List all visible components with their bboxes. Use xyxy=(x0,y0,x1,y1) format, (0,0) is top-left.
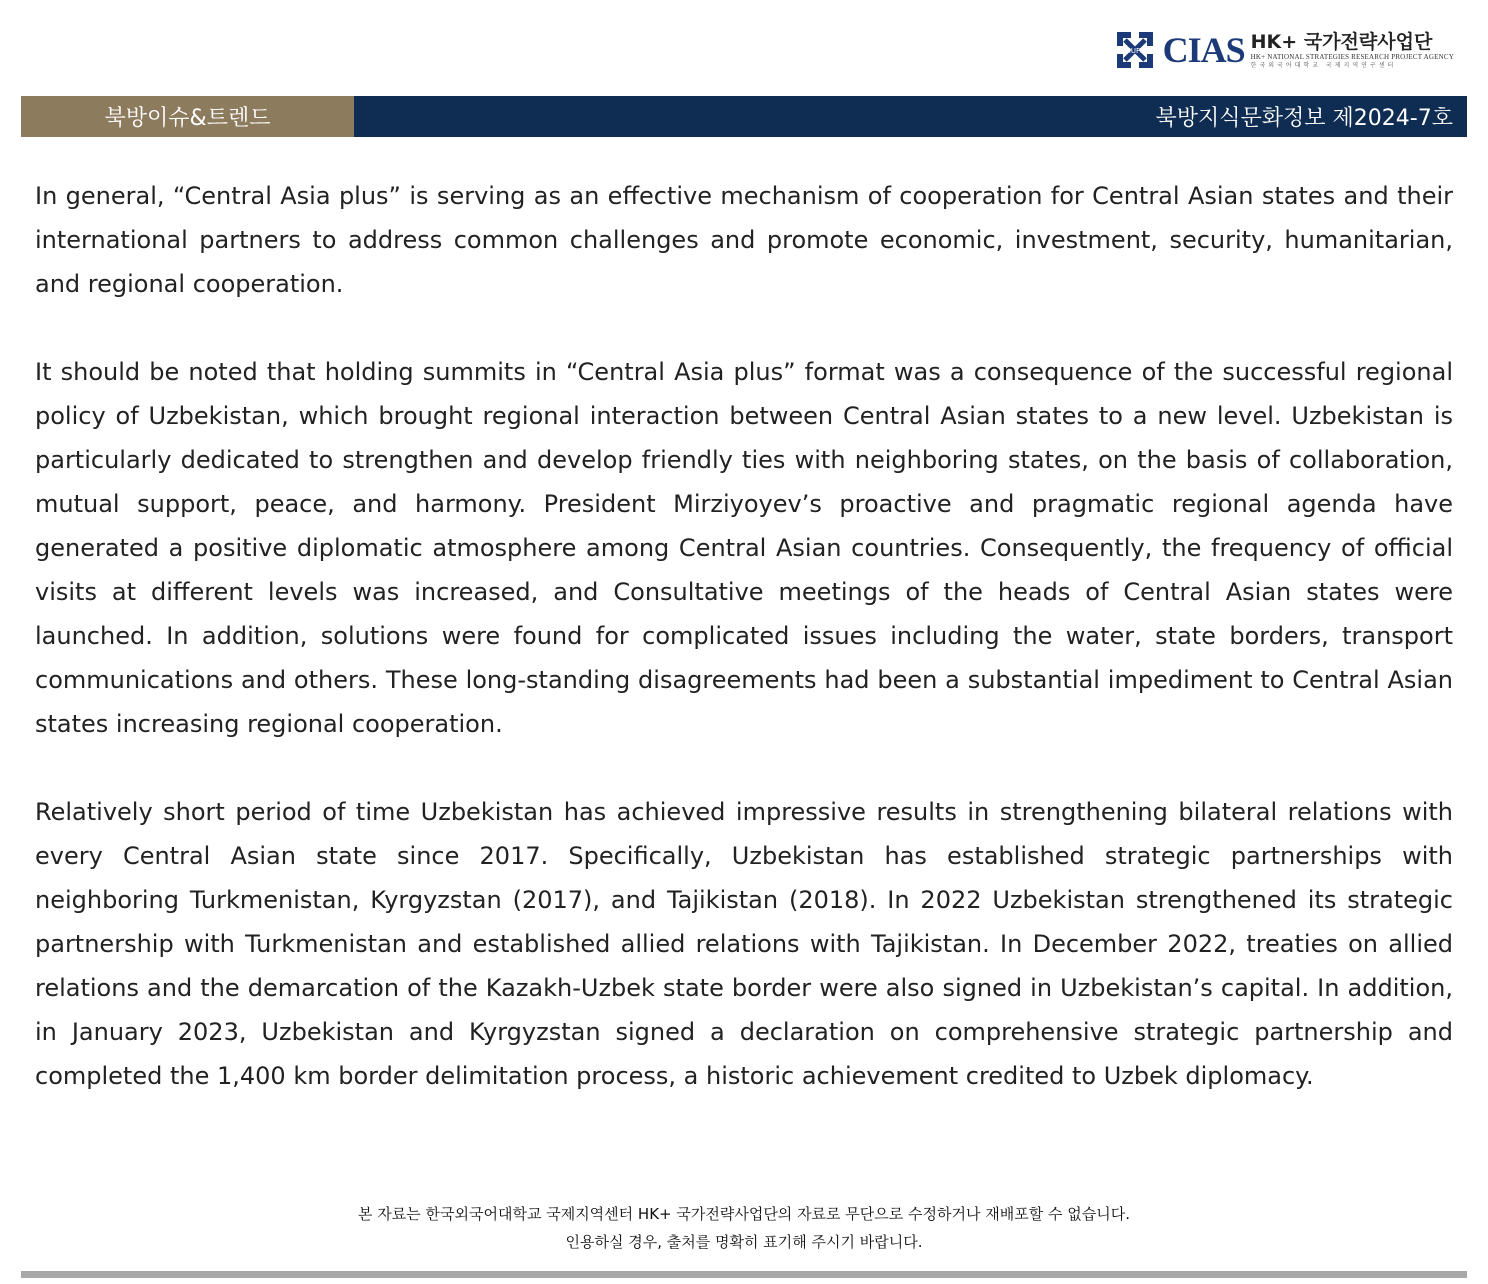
paragraph-3: Relatively short period of time Uzbekistan has achieved impressive results in strengthening bilateral relations with every Central Asian state since 2017. Specifically, Uzbekistan has established strategic partnerships with neighboring Turkmenistan, Kyrgyzstan (2017), and Tajikistan (2018). In 2022 Uzbekistan strengthened its strategic partnership with Turkmenistan and established allied relations with Tajikistan. In December 2022, treaties on allied relations and the demarcation of the Kazakh-Uzbek state border were also signed in Uzbekistan’s capital. In addition, in January 2023, Uzbekistan and Kyrgyzstan signed a declaration on comprehensive strategic partnership and completed the 1,400 km border delimitation process, a historic achievement credited to Uzbek diplomacy. xyxy=(35,798,1453,1090)
paragraph-2: It should be noted that holding summits in “Central Asia plus” format was a consequence of the successful regional policy of Uzbekistan, which brought regional interaction between Central Asian states to a new level. Uzbekistan is particularly dedicated to strengthen and develop friendly ties with neighboring states, on the basis of collaboration, mutual support, peace, and harmony. President Mirziyoyev’s proactive and pragmatic regional agenda have generated a positive diplomatic atmosphere among Central Asian countries. Consequently, the frequency of official visits at different levels was increased, and Consultative meetings of the heads of Central Asian states were launched. In addition, solutions were found for complicated issues including the water, state borders, transport communications and others. These long-standing disagreements had been a substantial impediment to Central Asian states increasing regional cooperation. xyxy=(35,358,1453,738)
cias-logo xyxy=(1113,28,1454,72)
bottom-divider xyxy=(21,1271,1467,1278)
article-body xyxy=(35,174,1453,1098)
paragraph-1: In general, “Central Asia plus” is serving as an effective mechanism of cooperation for Central Asian states and their international partners to address common challenges and promote economic, investment, security, humanitarian, and regional cooperation. xyxy=(35,182,1453,298)
copyright-notice xyxy=(0,1200,1488,1256)
logo-subtitle-en: HK+ NATIONAL STRATEGIES RESEARCH PROJECT AGENCY xyxy=(1250,52,1454,61)
copyright-line-1: 본 자료는 한국외국어대학교 국제지역센터 HK+ 국가전략사업단의 자료로 무단으로 수정하거나 재배포할 수 없습니다. xyxy=(358,1205,1130,1223)
logo-subtitle-ko: 한국외국어대학교 국제지역연구센터 xyxy=(1250,61,1397,69)
logo-title: HK+ 국가전략사업단 xyxy=(1250,30,1433,53)
logo-brand: CIAS xyxy=(1162,30,1245,70)
issue-number: 북방지식문화정보 제2024-7호 xyxy=(354,96,1467,137)
hufs-emblem-icon xyxy=(1113,28,1157,72)
svg-text:HUFS: HUFS xyxy=(1125,47,1144,55)
copyright-line-2: 인용하실 경우, 출처를 명확히 표기해 주시기 바랍니다. xyxy=(565,1233,923,1251)
section-label: 북방이슈&트렌드 xyxy=(21,96,354,137)
header-bar xyxy=(21,96,1467,137)
